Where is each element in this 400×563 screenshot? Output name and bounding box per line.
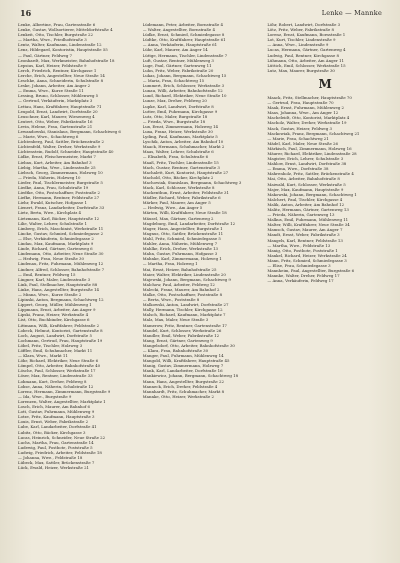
directory-entry: Mandel, Kurt, Schlosser, Werkstraße 26	[142, 327, 222, 333]
directory-entry: Lichtenfeld, Walter, Dreher, Werkstraße 9	[18, 144, 101, 150]
directory-entry: Mankel, Richard, Heizer, Werkstraße 24	[267, 252, 347, 258]
directory-entry: Lyschik, Anton, Arbeiter, Am Bahnhof 10	[142, 139, 224, 145]
page-number: 16	[20, 8, 32, 18]
directory-entry: Lenke, Gustav, Wollsortierer, Mitteldorfstraße 4	[18, 27, 113, 33]
directory-entry: Lühmann, Otto, Arbeiter, Am Anger 11	[267, 57, 344, 63]
directory-entry: Lube, Karl, Landarbeiter, Dorfstraße 41	[18, 424, 97, 430]
directory-entry: Mädler, Richard, Weber, Fabrikstraße 6	[142, 195, 221, 201]
directory-entry: — Marie, Frau, Schachtweg 21	[267, 135, 329, 141]
directory-entry: Lux, Ernst, Zimmermann, Holzweg 14	[142, 123, 218, 129]
directory-entry: Mamerow, Fritz, Rentner, Gartenstraße 17	[142, 322, 227, 328]
directory-entry: Mackowiak, Franz, Bergmann, Schachtweg 21	[267, 130, 360, 136]
directory-entry: Lietz, Berta, Wwe., Kirchplatz 4	[18, 210, 82, 216]
directory-entry: — Minna, Wwe., Kurze Straße 2	[18, 291, 82, 297]
directory-entry: Lund, Richard, Elektriker, Neue Straße 10	[142, 93, 227, 99]
directory-entry: Mann, Hans, Angestellter, Burgstraße 22	[142, 378, 224, 384]
directory-entry: Majer, Max, Kaufmann, Hauptstraße 9	[267, 186, 344, 192]
directory-entry: Malke, Otto, Postschaffner, Poststraße 8	[142, 291, 223, 297]
directory-entry: Link, Paul, Stellmacher, Hauptstraße 88	[18, 281, 98, 287]
directory-entry: Mannke, Otto, Heizer, Werkstraße 2	[142, 393, 215, 399]
directory-entry: Lüttge, Hermann, Tischler, Lindenstraße 7	[142, 52, 228, 58]
directory-entry: — Frieda, Näherin, Gartenweg 13	[267, 212, 335, 218]
directory-entry: — Anna, Wwe., Lindenstraße 9	[267, 42, 329, 48]
directory-entry: — Hedwig, Frau, Neue Straße 30	[18, 256, 84, 262]
directory-entry: Lochmann, Gertrud, Frau, Hauptstraße 19	[18, 337, 103, 343]
directory-entry: — Gertrud, Frau, Hauptstraße 70	[267, 100, 334, 106]
directory-entry: Lyding, Paul, Kaufmann, Marktplatz 5	[142, 134, 218, 140]
directory-entry: Lichtenberg, Paul, Sattler, Brückenstraße 2	[18, 139, 104, 145]
directory-entry: Loch, August, Landwirt, Dorfstraße 5	[18, 332, 92, 338]
directory-entry: Lerche, Erich, Angestellter, Neue Straße 14	[18, 72, 105, 78]
directory-entry: Mandler, Emil, Weber, Fabrikstraße 12	[142, 332, 220, 338]
directory-entry: Lück, Ewald, Heizer, Werkstraße 21	[18, 465, 90, 471]
directory-entry: — Berta, Wwe., Poststraße 8	[142, 297, 200, 303]
directory-entry: Leschke, Anna, Schneiderin, Schulstraße 8	[18, 78, 104, 84]
directory-entry: Lindau, Max, Kaufmann, Marktplatz 9	[18, 241, 94, 247]
directory-entry: Maas, Walter, Lehrer, Schulstraße 6	[142, 149, 214, 155]
directory-entry: Mannhardt, Fritz, Schuhmacher, Markt 8	[142, 388, 225, 394]
directory-entry: Liehr, Ewald, Kutscher, Hofgasse 1	[18, 200, 88, 206]
directory-entry: Löser, Max, Rentner, Lindenstraße 33	[18, 373, 93, 379]
directory-entry: Lerch, Friedrich, Rentner, Kirchgasse 1	[18, 67, 97, 73]
directory-entry: — Anna, Verkäuferin, Hauptstraße 61	[142, 42, 218, 48]
directory-entry: Löffler, Emil, Schuhmacher, Markt 11	[18, 348, 93, 353]
directory-entry: — Frieda, Wwe., Burgstraße 18	[142, 118, 206, 124]
directory-entry: Maaß, Fritz, Tischler, Lindenstraße 15	[142, 159, 219, 165]
directory-entry: Lewandowski, Stanislaus, Bergmann, Schachtweg 6	[18, 128, 121, 134]
directory-entry: Maack, Hermann, Schuhmacher, Markt 2	[142, 144, 225, 150]
directory-entry: Louis, Ernst, Weber, Fabrikstraße 2	[18, 419, 89, 425]
directory-entry: Lepsius, Karl, Heizer, Feldstraße 9	[18, 62, 87, 68]
directory-entry: List, Otto, Buchbinder, Kirchgasse 6	[18, 317, 90, 323]
directory-entry: Lohmann, Kurt, Dreher, Feldweg 8	[18, 378, 87, 384]
directory-entry: Märten, Willi, Kraftfahrer, Neue Straße 18	[142, 210, 227, 216]
directory-entry: — Paul, Gärtner, Feldweg 7	[18, 52, 73, 58]
directory-entry: Mädel, Karl, Maler, Neue Straße 26	[267, 140, 338, 146]
directory-entry: Leonhardt, Max, Werkmeister, Bahnhofstraße 18	[18, 57, 115, 63]
directory-entry: Lienert, Franz, Landarbeiter, Dorfstraße 33	[18, 205, 105, 211]
directory-entry: Lömpel, Otto, Arbeiter, Bahnhofstraße 40	[18, 363, 101, 369]
directory-entry: Mangelsdorf, Otto, Arbeiter, Bahnhofstraße 30	[142, 342, 235, 348]
directory-entry: Lenkeit, Otto, Tischler, Burgstraße 22	[18, 32, 93, 38]
directory-entry: Lott, Gustav, Fuhrmann, Mühlenweg 9	[18, 409, 95, 415]
directory-entry: Mai, Otto, Arbeiter, Bahnhofstraße 8	[267, 176, 340, 182]
directory-entry: Löhr, Richard, Elektriker, Neue Straße 6	[18, 358, 99, 364]
directory-entry: Lot, Kurt, Tischler, Lindenstraße 9	[267, 37, 336, 43]
directory-entry: Lupke, Karl, Landwirt, Dorfstraße 8	[142, 103, 214, 109]
directory-entry: Mach, Gustav, Rentner, Gartenstraße 3	[142, 164, 220, 170]
directory-entry: Limberg, Erich, Maschinist, Werkstraße 11	[18, 225, 104, 231]
directory-entry: Leupold, Ernst, Landwirt, Dorfstraße 20	[18, 108, 98, 114]
directory-entry: Malchert, Paul, Tischler, Kirchgasse 4	[267, 196, 343, 202]
directory-entry: Lüdke, Ernst, Schmied, Schmiedegasse 8	[142, 32, 225, 38]
directory-entry: Mack, Gustav, Heizer, Feldweg 3	[267, 125, 332, 131]
directory-entry: Luge, Paul, Gärtner, Gartenweg 11	[142, 62, 212, 68]
column-3	[267, 22, 384, 557]
directory-entry: Malik, Anton, Arbeiter, Am Bahnhof 12	[267, 201, 345, 207]
directory-entry: Lobeck, Helmut, Kontorist, Gartenstraße 8	[18, 327, 103, 333]
directory-entry: Manger, Paul, Fuhrmann, Mühlenweg 14	[142, 353, 224, 359]
directory-entry: Lipski, Franz, Heizer, Werkstraße 4	[18, 312, 89, 318]
directory-entry: Mahrenholz, Fritz, Sattler, Brückenstraße 4	[267, 171, 354, 177]
directory-entry: Mack, Karl, Schlosser, Werkstraße 8	[142, 185, 215, 190]
directory-entry: — Elise, Frau, Schmiedegasse 3	[267, 263, 331, 269]
directory-entry: Löbel, Fritz, Tischler, Holzweg 3	[18, 342, 83, 348]
directory-entry: — Klara, Wwe., Markt 11	[18, 353, 68, 359]
directory-entry: Malter, Willi, Kraftfahrer, Neue Straße 34	[267, 222, 350, 228]
directory-entry: Magdeburg, Emil, Landarbeiter, Dorfstraße 12	[142, 220, 236, 226]
directory-entry: Machold, Otto, Bäcker, Kirchplatz 2	[142, 174, 214, 180]
directory-entry: Mahlke, Erich, Dreher, Werkstraße 13	[142, 246, 218, 252]
directory-entry: Mangold, Willi, Kraftfahrer, Hauptstraße 45	[142, 358, 230, 364]
directory-entry: Lorenzen, Walter, Angestellter, Marktplatz 1	[18, 398, 106, 404]
directory-entry: Ludewig, Paul, Postbote, Poststraße 5	[18, 444, 93, 450]
directory-entry: Mally, Hermann, Tischler, Kirchgasse 12	[142, 307, 223, 313]
directory-entry: Lentz, Walter, Kaufmann, Lindenstraße 12	[18, 42, 102, 48]
directory-entry: — Martha, Frau, Holzweg 1	[142, 261, 198, 267]
column-1	[18, 22, 135, 557]
directory-entry: Mann, Fritz, Schmied, Schmiedegasse 3	[267, 257, 347, 263]
directory-entry: Lidke, Ernst, Fleischermeister, Markt 7	[18, 154, 96, 160]
directory-entry: Malkus, Emil, Fuhrmann, Mühlenweg 11	[267, 217, 349, 223]
directory-entry: — Johanna, Wwe., Feldstraße 18	[18, 454, 83, 460]
directory-entry: Löhr, Robert, Landwirt, Dorfstraße 3	[267, 22, 341, 27]
directory-entry: Malsch, Richard, Kaufmann, Marktplatz 7	[142, 312, 226, 318]
directory-entry: Mamsch, Gustav, Maurer, Am Anger 7	[267, 227, 343, 233]
directory-entry: Malkowski, Anton, Landwirt, Dorfstraße 27	[142, 302, 229, 308]
directory-entry: Lucas, Heinrich, Schneider, Neue Straße 22	[18, 434, 106, 440]
directory-entry: Lilie, Walter, Lehrer, Schulstraße 1	[18, 220, 87, 226]
directory-entry: Mackenthun, Ernst, Arbeiter, Feldstraße 31	[142, 190, 229, 196]
directory-entry: Lutter, Emil, Fuhrmann, Kirchgasse 9	[142, 108, 218, 114]
directory-entry: Märkisch, Paul, Zimmermann, Holzweg 16	[267, 145, 352, 151]
directory-entry: Lösche, Paul, Schlosser, Werkstraße 17	[18, 368, 96, 374]
directory-entry: Mahn, Gustav, Fuhrmann, Hofgasse 3	[142, 251, 218, 257]
directory-entry: Mahlow, Ernst, Landwirt, Dorfstraße 38	[267, 161, 347, 167]
directory-entry: Mandt, Ernst, Weber, Fabrikstraße 3	[267, 232, 340, 238]
directory-entry: Lunau, Willi, Arbeiter, Bahnhofstraße 12	[142, 88, 223, 94]
directory-entry: — Martha, Wwe., Feldstraße 13	[267, 242, 331, 248]
directory-entry: Lorenz, Ernst, Kaufmann, Bornstraße 1	[267, 32, 346, 38]
directory-entry: Makowski, Johann, Bergmann, Schachtweg 1	[267, 191, 357, 197]
directory-entry: Liedtke, Otto, Postschaffner, Poststraße 2	[18, 190, 101, 196]
directory-entry: Macheleidt, Otto, Kontorist, Marktplatz 4	[267, 115, 350, 121]
directory-entry: — Martha, Wwe., Friedhofstraße 3	[18, 37, 87, 43]
directory-entry: Lukas, Johann, Bergmann, Schachtweg 15	[142, 72, 227, 78]
directory-entry: Lucas, Hermann, Gärtner, Gartenweg 4	[267, 47, 346, 53]
directory-entry: — Elisabeth, Frau, Schulstraße 6	[142, 154, 209, 160]
directory-entry: Lübeck, Max, Sattler, Brückenstraße 7	[18, 460, 95, 466]
directory-entry: Lorenz, Hermann, Zimmermann, Burgstraße 9	[18, 388, 111, 394]
directory-entry: Liedke, Anna, Frau, Schulstraße 19	[18, 185, 89, 190]
directory-entry: Malz, Max, Maler, Neue Straße 3	[142, 317, 209, 323]
directory-entry: Manig, Otto, Postbote, Poststraße 1	[267, 247, 338, 253]
directory-entry: — Else, Verkäuferin, Schmiedegasse 2	[18, 235, 94, 241]
directory-entry: Mankiewicz, Johann, Bergmann, Schachtweg 18	[142, 373, 239, 379]
page-header	[20, 6, 382, 20]
directory-entry: Lohse, Anna, Näherin, Schulstraße 12	[18, 383, 94, 389]
directory-entry: Liebsch, Georg, Zimmermann, Holzweg 10	[18, 169, 103, 175]
directory-entry: Lettau, Hans, Kraftfahrer, Hauptstraße 71	[18, 103, 102, 109]
directory-entry: Magister, Erich, Lehrer, Schulstraße 3	[267, 156, 344, 162]
directory-entry: Littmann, Willi, Kraftfahrer, Feldstraße 2	[18, 322, 100, 328]
directory-entry: — Marie, Wwe., Schachtweg 6	[18, 134, 79, 140]
directory-entry: Lüdemann, Peter, Arbeiter, Bornstraße 4	[142, 22, 223, 27]
directory-entry: Malitz, Hermann, Gärtner, Gartenweg 13	[267, 207, 349, 212]
directory-entry: Lipinski, Anton, Bergmann, Schachtweg 12	[18, 297, 104, 303]
directory-entry: Lötz, Fritz, Weber, Fabrikstraße 8	[267, 27, 334, 33]
directory-entry: Lippert, Georg, Müller, Mühlenweg 1	[18, 302, 92, 308]
directory-entry: Mahnke, Karl, Zimmermann, Holzweg 1	[142, 256, 222, 262]
directory-entry: Lichtenstein, Rudolf, Schneider, Hauptstraße 40	[18, 149, 114, 155]
letter-heading: M	[318, 76, 333, 91]
directory-entry: Lieder, Paul, Tischlermeister, Burgstraße 5	[18, 179, 103, 185]
directory-entry: Lippmann, Ernst, Arbeiter, Am Anger 9	[18, 307, 96, 313]
directory-entry: Luft, Gustav, Rentner, Mühlenweg 3	[142, 57, 214, 63]
directory-entry: — Gertrud, Verkäuferin, Marktplatz 3	[18, 98, 93, 104]
directory-entry: Malecki, Franz, Maurer, Am Bahnhof 2	[142, 286, 220, 292]
directory-entry: Leuschner, Karl, Maurer, Wiesenweg 4	[18, 113, 95, 119]
directory-entry: Majewski, Johann, Bergmann, Schachtweg 9	[142, 276, 231, 282]
directory-entry: Lummert, Erich, Schlosser, Werkstraße 3	[142, 83, 225, 89]
directory-entry: Maas, Johanna, Wwe., Am Anger 12	[267, 110, 339, 116]
directory-entry: Macholz, Walter, Dreher, Werkstraße 19	[267, 120, 347, 126]
directory-entry: Lessing, Bruno, Schlosser, Mühlenweg 5	[18, 93, 99, 99]
directory-entry: Levin, Helene, Frau, Gartenstraße 21	[18, 123, 93, 129]
directory-entry: Manneck, Erich, Dreher, Feldstraße 4	[142, 383, 218, 389]
directory-entry: — Ida, Wwe., Burgstraße 9	[18, 393, 72, 399]
directory-entry: Lingner, Karl, Maler, Lindenstraße 3	[18, 276, 91, 282]
directory-entry: Luchs, Martha, Frau, Gartenstraße 14	[18, 439, 94, 445]
directory-entry: Mahl, Fritz, Schmied, Schmiedegasse 5	[142, 235, 221, 241]
directory-entry: Mäusel, Max, Gärtner, Gartenweg 2	[142, 215, 214, 221]
directory-entry: — Walter, Angestellter, Bornstraße 4	[142, 27, 215, 33]
directory-entry: — Anna, Verkäuferin, Feldweg 17	[267, 278, 334, 284]
directory-entry: Lincke, Gustav, Schmied, Schmiedegasse 2	[18, 230, 104, 236]
directory-entry: Maak, Ernst, Fuhrmann, Mühlenweg 2	[267, 105, 344, 111]
directory-entry: Liebau, Kurt, Arbeiter, Am Bahnhof 3	[18, 159, 92, 165]
directory-entry: Maiwald, Kurt, Schlosser, Werkstraße 5	[267, 181, 346, 187]
directory-entry: Mangels, Karl, Rentner, Feldstraße 13	[267, 237, 343, 243]
directory-entry: Lüttich, Emil, Schlosser, Werkstraße 15	[267, 62, 346, 68]
directory-entry: Lutz, Max, Maurer, Burgstraße 30	[267, 67, 335, 73]
directory-entry: Mager, Hans, Angestellter, Burgstraße 1	[142, 225, 223, 231]
directory-entry: Leutert, Otto, Weber, Fabrikstraße 16	[18, 118, 93, 124]
directory-entry: Malchow, Paul, Arbeiter, Feldweg 12	[142, 281, 215, 287]
directory-entry: Lenke, Albertine, Frau, Gartenstraße 6	[18, 22, 96, 27]
directory-entry: Mäurer, Richard, Elektriker, Lindenstraße 28	[267, 150, 357, 156]
directory-entry: Magnus, Otto, Sattler, Brückenstraße 11	[142, 230, 224, 236]
directory-entry: Märker, Paul, Maurer, Am Anger 5	[142, 200, 211, 206]
directory-entry: Maier, Walter, Elektriker, Lindenstraße 20	[142, 271, 226, 277]
directory-entry: — Emma, Wwe., Dorfstraße 38	[267, 166, 329, 172]
directory-entry: Lühr, Karl, Maurer, Am Anger 14	[142, 47, 208, 53]
directory-entry: — Emma, Wwe., Kurze Straße 11	[18, 88, 84, 94]
directory-entry: — Maria, Frau, Schachtweg 15	[142, 78, 205, 84]
directory-entry: — Emil, Rentner, Feldweg 15	[18, 271, 76, 277]
directory-entry: Mannheim, Paul, Angestellter, Burgstraße 6	[267, 268, 355, 274]
directory-entry: — Hedwig, Wwe., Am Anger 5	[142, 205, 203, 211]
directory-entry: Lenz, Hildegard, Kontoristin, Hauptstraße 55	[18, 47, 108, 53]
directory-entry: — Klara, Frau, Bahnhofstraße 30	[142, 348, 209, 353]
directory-entry: Lindemann, Otto, Arbeiter, Neue Straße 30	[18, 251, 104, 257]
directory-entry: Lindenau, Fritz, Fuhrmann, Mühlenweg 12	[18, 261, 104, 267]
directory-entry: Ludwig, Friedrich, Arbeiter, Feldstraße 18	[18, 449, 102, 455]
directory-entry: — Frieda, Näherin, Holzweg 10	[18, 174, 81, 180]
directory-entry: Lunze, Max, Dreher, Feldweg 20	[142, 98, 207, 104]
directory-entry: Machalett, Kurt, Kontorist, Hauptstraße 27	[142, 169, 229, 175]
directory-entry: Lindner, Alfred, Schlosser, Bahnhofstraße 7	[18, 266, 105, 272]
directory-entry: Liefke, Hermann, Rentner, Feldstraße 27	[18, 195, 100, 201]
directory-entry: Losch, Erich, Maurer, Am Bahnhof 6	[18, 404, 90, 410]
directory-entry: Mannke, Walter, Dreher, Feldweg 17	[267, 273, 340, 279]
directory-entry: Luxa, Franz, Heizer, Werkstraße 30	[142, 128, 213, 134]
directory-entry: Ludwig, Paul, Rentner, Kirchgasse 8	[267, 52, 339, 58]
directory-entry: Mank, Karl, Landarbeiter, Dorfstraße 16	[142, 368, 223, 374]
directory-entry: Lutz, Otto, Maler, Burgstraße 18	[142, 113, 208, 119]
directory-entry: Leske, Johann, Arbeiter, Am Anger 2	[18, 83, 91, 89]
column-2	[143, 22, 260, 557]
directory-entry: Mahler, Anna, Näherin, Mühlenweg 7	[142, 241, 218, 247]
directory-entry: Mang, Ernst, Gärtner, Gartenweg 9	[142, 337, 213, 343]
directory-entry: Maack, Fritz, Stellmacher, Hauptstraße 70	[267, 94, 352, 100]
running-head: Lenke — Mannke	[321, 9, 382, 17]
directory-entry: Lietzmann, Karl, Bäcker, Hauptstraße 12	[18, 215, 100, 221]
directory-entry: Lubitz, Otto, Bäcker, Kirchgasse 3	[18, 429, 86, 435]
directory-entry: Luhn, Fritz, Weber, Fabrikstraße 20	[142, 67, 214, 73]
directory-entry: Mai, Ernst, Heizer, Bahnhofstraße 25	[142, 266, 217, 272]
directory-entry: Liebig, Martha, Wwe., Lindenstraße 25	[18, 164, 96, 170]
directory-entry: Manig, Gustav, Zimmermann, Holzweg 7	[142, 363, 224, 369]
directory-entry: Machowiak, Stanislaus, Bergmann, Schachtweg 3	[142, 179, 242, 185]
columns	[18, 22, 384, 557]
directory-entry: Lüdtke, Otto, Kraftfahrer, Hauptstraße 61	[142, 37, 226, 43]
directory-entry: Linde, Richard, Gärtner, Gartenweg 6	[18, 246, 93, 252]
directory-entry: Lotze, Fritz, Kaufmann, Hauptstraße 3	[18, 414, 95, 420]
directory-entry: Linke, Hans, Angestellter, Burgstraße 14	[18, 286, 99, 292]
